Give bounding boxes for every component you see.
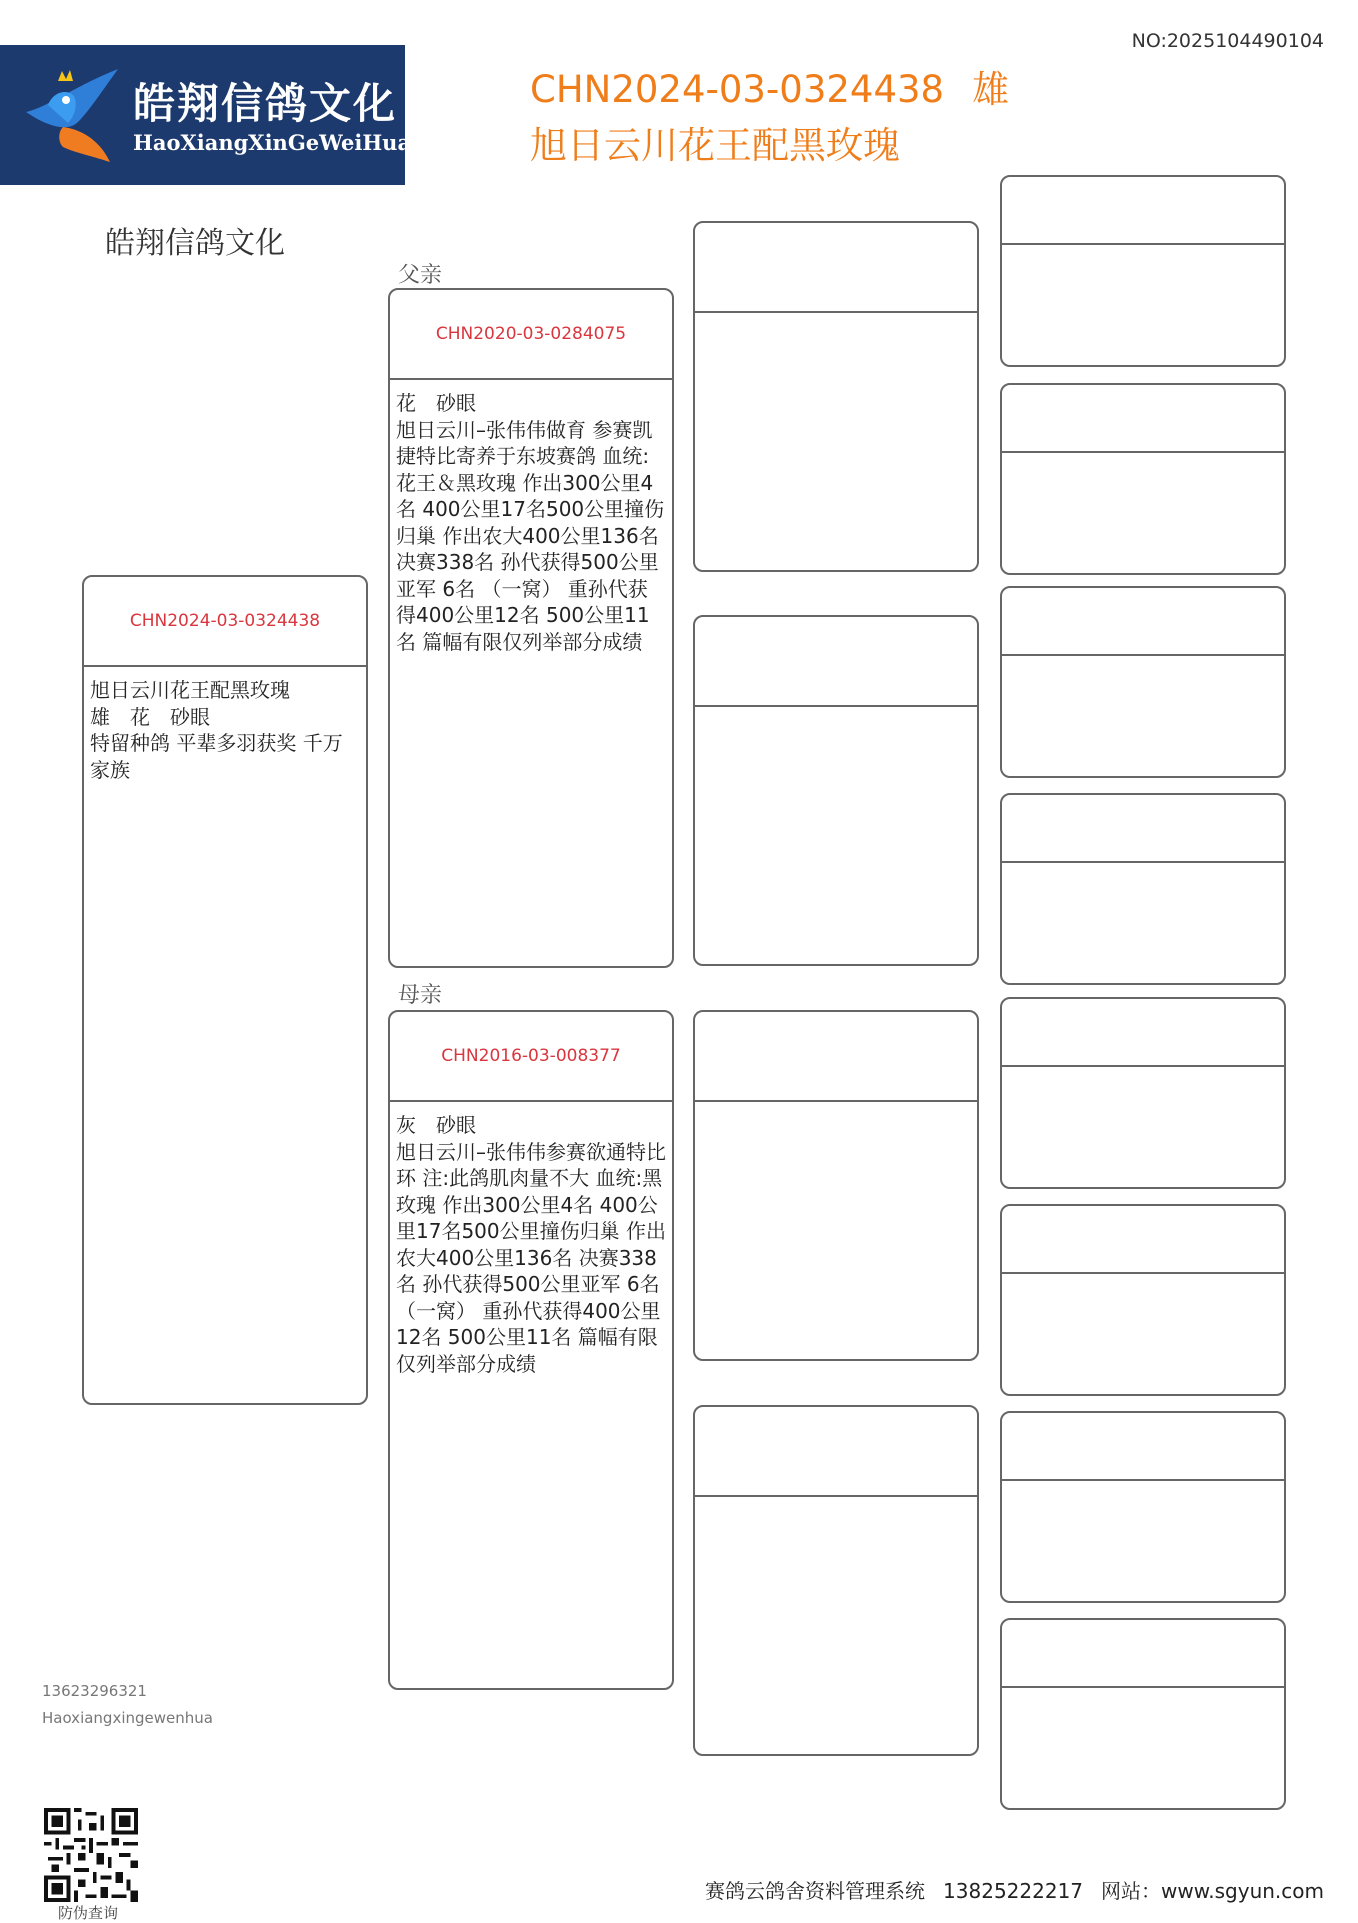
contact-site: Haoxiangxingewenhua bbox=[42, 1709, 213, 1727]
qr-label: 防伪查询 bbox=[58, 1904, 119, 1922]
mother-details: 灰 砂眼 旭日云川–张伟伟参赛欲通特比环 注:此鸽肌肉量不大 血统:黑玫瑰 作出300公里4名 400公里17名500公里撞伤归巢 作出农大400公里136名 决赛338名 孙代获得500公里亚军 6名 （一窝） 重孙代获得400公里12名 500公里11名 篇幅有限仅列举部分成绩 bbox=[396, 1113, 666, 1376]
qr-code-icon[interactable] bbox=[44, 1808, 138, 1902]
mother-card bbox=[388, 1010, 674, 1690]
brand-name-en: HaoXiangXinGeWeiHua bbox=[133, 130, 412, 155]
document-number: NO:2025104490104 bbox=[1131, 30, 1324, 52]
great-grandparent-card-5 bbox=[1000, 997, 1286, 1189]
brand-name-cn: 皓翔信鸽文化 bbox=[133, 79, 398, 128]
title-sex: 雄 bbox=[972, 68, 1010, 111]
maternal-grandfather-card bbox=[693, 1010, 979, 1361]
father-ring: CHN2020-03-0284075 bbox=[435, 324, 627, 344]
maternal-grandmother-card bbox=[693, 1405, 979, 1756]
father-card bbox=[388, 288, 674, 968]
great-grandparent-card-4 bbox=[1000, 793, 1286, 985]
subject-details: 旭日云川花王配黑玫瑰 雄 花 砂眼 特留种鸽 平辈多羽获奖 千万家族 bbox=[90, 678, 343, 782]
great-grandparent-card-2 bbox=[1000, 383, 1286, 575]
subject-card bbox=[82, 575, 368, 1405]
paternal-grandmother-card bbox=[693, 615, 979, 966]
paternal-grandfather-card bbox=[693, 221, 979, 572]
title-name: 旭日云川花王配黑玫瑰 bbox=[530, 124, 900, 167]
title-ring: CHN2024-03-0324438 bbox=[530, 68, 945, 111]
brand-logo bbox=[0, 45, 412, 185]
footer-website[interactable]: 网站：www.sgyun.com bbox=[1101, 1879, 1324, 1903]
father-label: 父亲 bbox=[398, 263, 443, 288]
owner-name: 皓翔信鸽文化 bbox=[105, 226, 285, 261]
mother-label: 母亲 bbox=[398, 983, 443, 1008]
father-details: 花 砂眼 旭日云川–张伟伟做育 参赛凯捷特比寄养于东坡赛鸽 血统:花王＆黑玫瑰 作出300公里4名 400公里17名500公里撞伤归巢 作出农大400公里136名 决赛338名 孙代获得500公里亚军 6名 （一窝） 重孙代获得400公里12名 500公里11名 篇幅有限仅列举部分成绩 bbox=[396, 391, 665, 654]
great-grandparent-card-7 bbox=[1000, 1411, 1286, 1603]
great-grandparent-card-8 bbox=[1000, 1618, 1286, 1810]
contact-phone: 13623296321 bbox=[42, 1682, 147, 1700]
mother-ring: CHN2016-03-008377 bbox=[441, 1046, 621, 1066]
great-grandparent-card-3 bbox=[1000, 586, 1286, 778]
footer-phone: 13825222217 bbox=[943, 1879, 1084, 1903]
subject-ring: CHN2024-03-0324438 bbox=[129, 611, 321, 631]
footer bbox=[705, 1875, 1324, 1904]
pigeon-logo-icon bbox=[18, 67, 130, 167]
great-grandparent-card-6 bbox=[1000, 1204, 1286, 1396]
pigeon-title bbox=[530, 62, 1009, 174]
great-grandparent-card-1 bbox=[1000, 175, 1286, 367]
footer-system: 赛鸽云鸽舍资料管理系统 bbox=[705, 1879, 926, 1903]
